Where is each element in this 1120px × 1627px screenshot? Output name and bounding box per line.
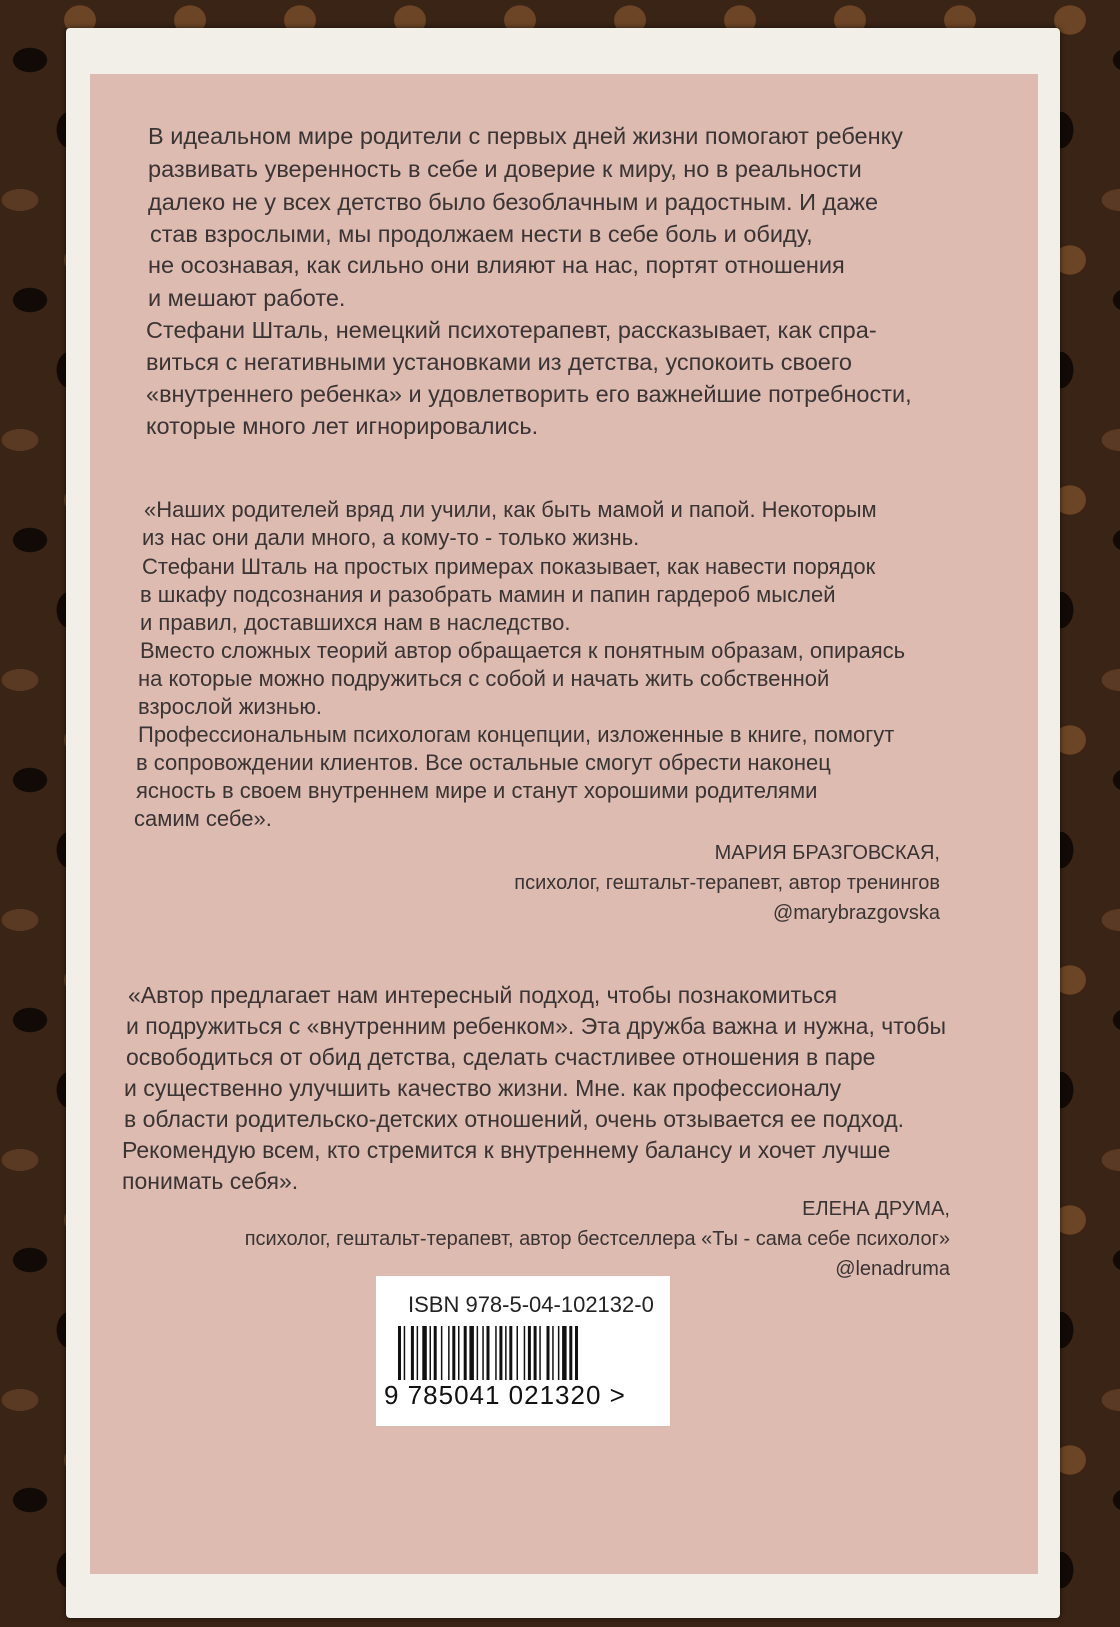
barcode-bar [509, 1326, 512, 1380]
barcode-bar [499, 1326, 502, 1380]
quote-line: в шкафу подсознания и разобрать мамин и папин гардероб мыслей [140, 582, 836, 607]
quote-line: и правил, доставшихся нам в наследство. [140, 610, 571, 635]
text-line: став взрослыми, мы продолжаем нести в себе боль и обиду, [150, 221, 813, 247]
quote-line: понимать себя». [122, 1168, 299, 1194]
quote-line: Вместо сложных теорий автор обращается к понятным образам, опираясь [140, 638, 906, 663]
barcode-bar [505, 1326, 507, 1380]
barcode-bar [448, 1326, 450, 1380]
barcode-bar [562, 1326, 567, 1380]
barcode-bar [398, 1326, 401, 1380]
isbn-barcode [376, 1276, 670, 1426]
barcode-bar [404, 1326, 406, 1380]
author-role: психолог, гештальт-терапевт, автор тренингов [514, 872, 940, 894]
text-line: далеко не у всех детство было безоблачным и радостным. И даже [148, 189, 879, 215]
author-handle: @lenadruma [835, 1258, 950, 1280]
text-line: «внутреннего ребенка» и удовлетворить его важнейшие потребности, [146, 381, 912, 407]
barcode-bar [547, 1326, 550, 1380]
barcode-bar [411, 1326, 414, 1380]
quote-line: «Автор предлагает нам интересный подход, чтобы познакомиться [128, 982, 838, 1008]
barcode-bar [464, 1326, 467, 1380]
text-line: виться с негативными установками из детства, успокоить своего [146, 349, 852, 375]
barcode-bar [558, 1326, 560, 1380]
quote-line: из нас они дали много, а кому-то - только жизнь. [142, 525, 640, 550]
isbn-label: ISBN 978-5-04-102132-0 [408, 1292, 654, 1317]
quote-line: взрослой жизнью. [138, 694, 323, 719]
barcode-bar [422, 1326, 427, 1380]
barcode-bar [575, 1326, 578, 1380]
barcode-bar [524, 1326, 526, 1380]
barcode-bar [528, 1326, 531, 1380]
text-line: не осознавая, как сильно они влияют на нас, портят отношения [148, 252, 845, 278]
quote-line: ясность в своем внутреннем мире и станут хорошими родителями [136, 778, 818, 803]
author-name: МАРИЯ БРАЗГОВСКАЯ, [714, 842, 940, 864]
quote-line: и существенно улучшить качество жизни. Мне. как профессионалу [124, 1075, 842, 1101]
quote-line: в области родительско-детских отношений, очень отзывается ее подход. [124, 1106, 905, 1132]
quote-line: в сопровождении клиентов. Все остальные смогут обрести наконец [136, 750, 831, 775]
quote-line: освободиться от обид детства, сделать счастливее отношения в паре [126, 1044, 876, 1070]
quote-line: на которые можно подружиться с собой и начать жить собственной [138, 666, 830, 691]
barcode-bar [482, 1326, 484, 1380]
barcode-bar [430, 1326, 432, 1380]
barcode-bar [569, 1326, 572, 1380]
text-line: развивать уверенность в себе и доверие к миру, но в реальности [148, 156, 862, 182]
barcode-bar [534, 1326, 537, 1380]
text-line: которые много лет игнорировались. [146, 413, 539, 439]
barcode-bar [539, 1326, 541, 1380]
quote-line: Профессиональным психологам концепции, изложенные в книге, помогут [138, 722, 895, 747]
quote-line: самим себе». [134, 806, 272, 831]
barcode-bar [477, 1326, 479, 1380]
quote-line: «Наших родителей вряд ли учили, как быть мамой и папой. Некоторым [144, 497, 877, 522]
author-name: ЕЛЕНА ДРУМА, [802, 1198, 950, 1220]
barcode-bar [434, 1326, 437, 1380]
text-line: и мешают работе. [148, 285, 346, 311]
author-handle: @marybrazgovska [772, 902, 940, 924]
barcode-bar [469, 1326, 474, 1380]
text-line: В идеальном мире родители с первых дней жизни помогают ребенку [148, 123, 903, 149]
quote-line: Рекомендую всем, кто стремится к внутреннему балансу и хочет лучше [122, 1137, 891, 1163]
barcode-bar [552, 1326, 554, 1380]
barcode-bar [517, 1326, 519, 1380]
barcode-bar [458, 1326, 460, 1380]
barcode-digits: 9 785041 021320 > [384, 1380, 626, 1410]
barcode-bar [495, 1326, 497, 1380]
quote-line: и подружиться с «внутренним ребенком». Эта дружба важна и нужна, чтобы [126, 1013, 946, 1039]
quote-line: Стефани Шталь на простых примерах показывает, как навести порядок [142, 554, 876, 579]
barcode-bars [398, 1326, 650, 1380]
barcode-bar [487, 1326, 490, 1380]
text-line: Стефани Шталь, немецкий психотерапевт, рассказывает, как спра- [146, 317, 877, 343]
author-role: психолог, гештальт-терапевт, автор бестселлера «Ты - сама себе психолог» [244, 1228, 950, 1250]
barcode-bar [417, 1326, 419, 1380]
barcode-bar [452, 1326, 455, 1380]
barcode-bar [441, 1326, 443, 1380]
